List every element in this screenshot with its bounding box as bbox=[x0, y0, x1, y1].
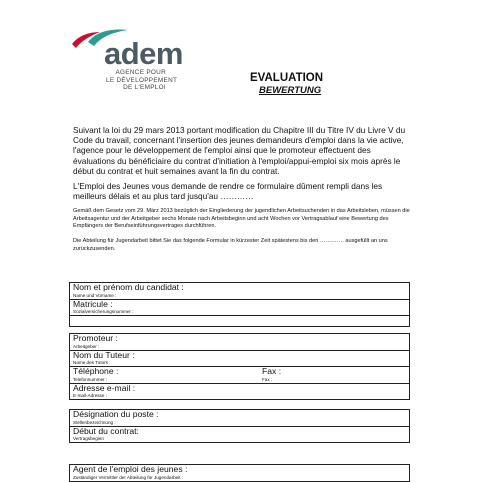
page-title: EVALUATION bbox=[250, 72, 324, 84]
poste-field[interactable] bbox=[70, 410, 409, 427]
logo-subtitle bbox=[106, 69, 178, 92]
agent-field[interactable] bbox=[70, 465, 409, 481]
agent-sublabel: Zuständiger Vermittler der Abteilung für Jugendarbeit : bbox=[73, 474, 184, 480]
blank-row bbox=[70, 316, 409, 326]
fax-label: Fax : bbox=[262, 366, 282, 376]
intro-paragraph-fr: Suivant la loi du 29 mars 2013 portant modification du Chapitre III du Titre IV du Livre V du Code du travail, concernant l'insertion des jeunes demandeurs d'emploi dans la vie active, l'agence pour le développement de l'emploi ainsi que le promoteur effectuent des évaluations du bénéficiaire du contrat d'initiation à l'emploi/appui-emploi six mois après le début du contrat et huit semaines avant la fin du contrat. bbox=[73, 125, 406, 176]
logo-subtitle-line: DE L'EMPLOI bbox=[123, 84, 166, 91]
position-section bbox=[69, 409, 410, 443]
logo-name: adem bbox=[104, 36, 183, 71]
email-label: Adresse e-mail : bbox=[73, 382, 136, 393]
candidate-name-field[interactable] bbox=[70, 283, 409, 300]
poste-sublabel: Stellenbezeichnung : bbox=[73, 419, 116, 425]
matricule-label: Matricule : bbox=[73, 298, 113, 309]
debut-contrat-sublabel: Vertragsbeginn bbox=[73, 436, 104, 441]
promoteur-sublabel: Arbeitgeber : bbox=[73, 343, 100, 349]
candidate-name-label: Nom et prénom du candidat : bbox=[73, 282, 184, 292]
deadline-paragraph-de: Die Abteilung für Jugendarbeit bittet Sie das folgende Formular in kürzester Zeit spätestens bis den …………. ausgefüllt an uns zurückzusenden. bbox=[73, 238, 388, 252]
fax-field[interactable] bbox=[262, 367, 281, 383]
debut-contrat-label: Début du contrat: bbox=[73, 425, 139, 436]
promoter-section bbox=[69, 333, 410, 400]
poste-label: Désignation du poste : bbox=[73, 409, 159, 419]
email-sublabel: E-mail-Adresse : bbox=[73, 393, 107, 398]
matricule-field[interactable] bbox=[70, 300, 409, 317]
tuteur-field[interactable] bbox=[70, 351, 409, 368]
matricule-sublabel: Sozialversicherungsnummer : bbox=[73, 309, 134, 314]
candidate-name-sublabel: Name und Vorname : bbox=[73, 292, 117, 298]
logo-subtitle-line: AGENCE POUR bbox=[115, 69, 166, 76]
telephone-fax-field[interactable] bbox=[70, 367, 409, 384]
logo-subtitle-line: LE DÉVELOPPEMENT bbox=[106, 76, 178, 84]
promoteur-field[interactable] bbox=[70, 334, 409, 351]
debut-contrat-field[interactable] bbox=[70, 427, 409, 443]
agent-label: Agent de l'emploi des jeunes : bbox=[73, 464, 188, 474]
fax-sublabel: Fax : bbox=[262, 376, 273, 382]
agent-section bbox=[69, 464, 410, 482]
tuteur-label: Nom du Tuteur : bbox=[73, 349, 135, 360]
adem-logo bbox=[70, 26, 183, 96]
candidate-section bbox=[69, 282, 410, 327]
tuteur-sublabel: Name des Tutors : bbox=[73, 360, 111, 365]
email-field[interactable] bbox=[70, 384, 409, 400]
telephone-sublabel: Telefonnummer : bbox=[73, 376, 108, 382]
telephone-label: Téléphone : bbox=[73, 366, 119, 376]
deadline-paragraph-fr: L'Emploi des Jeunes vous demande de rendre ce formulaire dûment rempli dans les meilleurs délais et au plus tard jusqu'au ………… bbox=[73, 181, 383, 202]
intro-paragraph-de: Gemäß dem Gesetz vom 29. März 2013 bezüglich der Eingliederung der jugendlichen Arbeitsuchenden in das Arbeitsleben, müssen die Arbeitsagentur und der Arbeitgeber sechs Monate nach Arbeitsbeginn und acht Wochen vor Vertragsablauf eine Bewertung des Empfängers der Berufseinführungsvertrages durchführen. bbox=[73, 208, 410, 229]
promoteur-label: Promoteur : bbox=[73, 333, 118, 343]
page-subtitle: BEWERTUNG bbox=[259, 85, 322, 96]
